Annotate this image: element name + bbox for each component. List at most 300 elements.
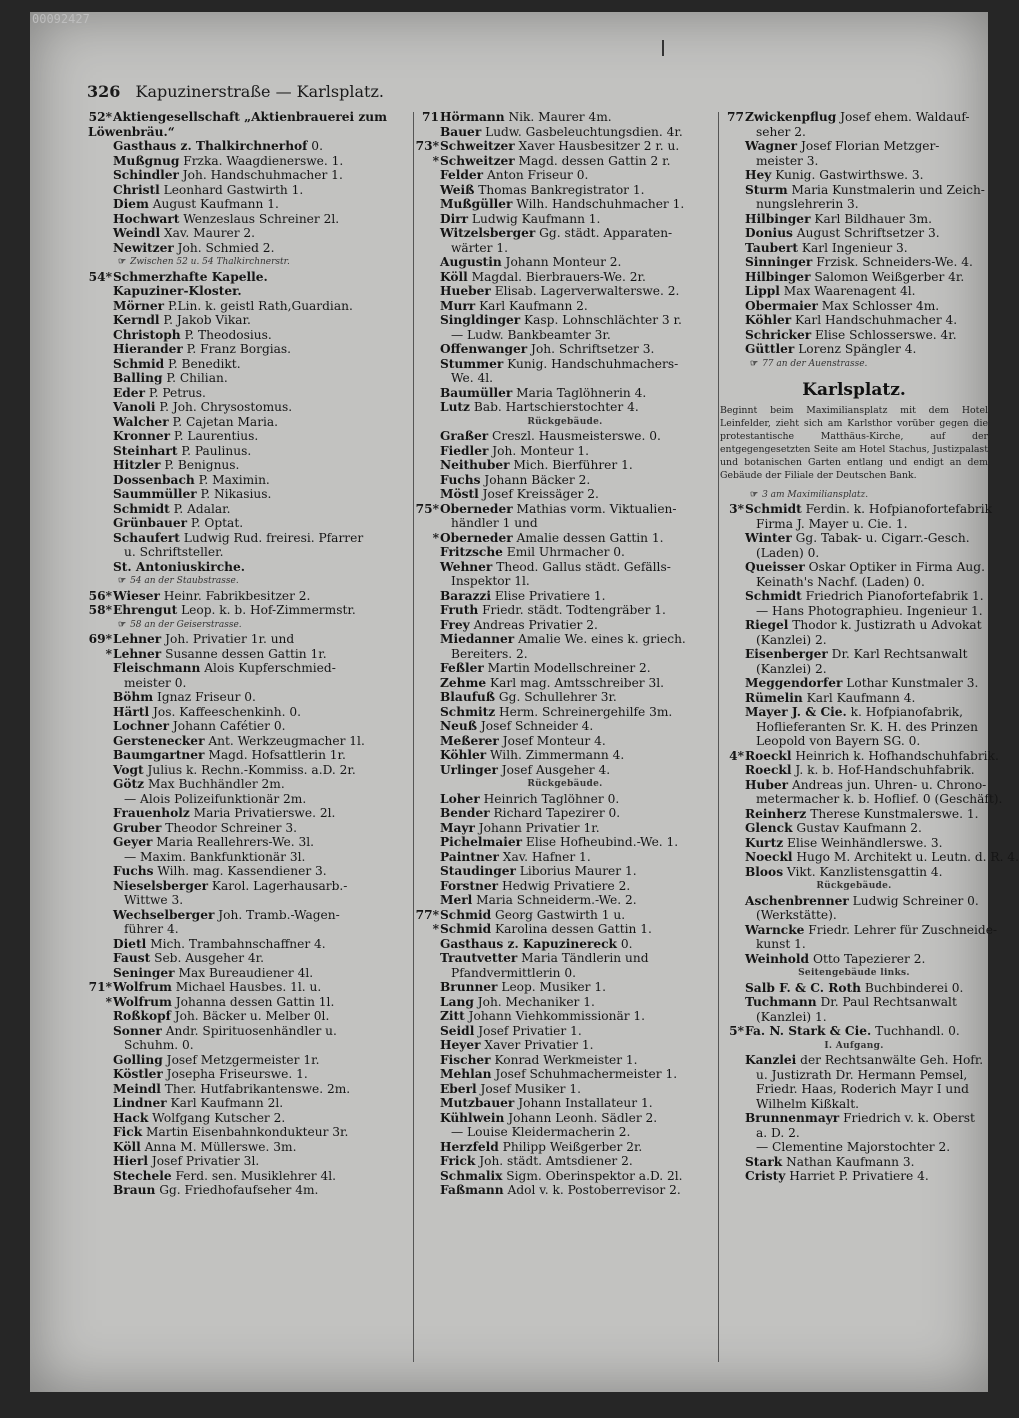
entry-details: Magd. dessen Gattin 2 r. — [514, 153, 671, 168]
entry-name: Köhler — [745, 313, 792, 327]
directory-entry — [415, 632, 715, 647]
directory-entry — [88, 661, 410, 676]
directory-entry — [88, 763, 410, 778]
directory-entry — [415, 386, 715, 401]
directory-entry — [88, 1111, 410, 1126]
directory-entry — [415, 763, 715, 778]
directory-entry — [720, 922, 998, 938]
entry-details: Gg. Tabak- u. Cigarr.-Gesch. — [791, 531, 970, 545]
entry-details: Liborius Maurer 1. — [515, 864, 637, 878]
entry-name: St. Antoniuskirche. — [113, 559, 245, 574]
entry-details: Bab. Hartschierstochter 4. — [469, 400, 639, 414]
entry-name: Schmidt — [745, 589, 802, 603]
entry-name: Sturm — [745, 182, 788, 197]
entry-details: P. Adalar. — [169, 501, 231, 516]
house-number: 77 — [727, 110, 744, 124]
directory-entry — [415, 255, 715, 270]
entry-details: Ferdin. k. Hofpianofortefabrik — [801, 502, 992, 516]
directory-entry — [88, 212, 410, 227]
entry-name: Köhler — [440, 748, 487, 762]
directory-entry — [720, 807, 988, 822]
entry-continuation: führer 4. — [124, 922, 179, 936]
entry-details: Josef Metzgermeister 1r. — [162, 1052, 320, 1067]
entry-continuation: — Hans Photographieu. Ingenieur 1. — [756, 603, 983, 618]
directory-entry — [88, 603, 410, 618]
house-number: 69* — [88, 632, 112, 646]
entry-details: Joh. städt. Amtsdiener 2. — [475, 1154, 633, 1168]
entry-name: Eder — [113, 385, 145, 400]
entry-name: Fruth — [440, 603, 479, 617]
entry-name: Hörmann — [440, 110, 505, 124]
directory-entry — [720, 255, 988, 270]
entry-details: Josef Kreissäger 2. — [478, 487, 599, 501]
entry-name: Kerndl — [113, 313, 160, 327]
directory-entry — [415, 792, 715, 807]
entry-name: Queisser — [745, 560, 805, 574]
entry-details: Ignaz Friseur 0. — [153, 690, 256, 704]
entry-details: Wolfgang Kutscher 2. — [148, 1110, 286, 1125]
entry-details: Joh. Schriftsetzer 3. — [527, 342, 655, 356]
entry-details: Anton Friseur 0. — [483, 168, 589, 182]
entry-name: Brunner — [440, 980, 498, 994]
entry-details: Theod. Gallus städt. Gefälls- — [492, 559, 671, 574]
entry-continuation: seher 2. — [756, 124, 806, 139]
entry-details: Kasp. Lohnschlächter 3 r. — [520, 313, 682, 327]
directory-entry — [88, 719, 410, 734]
entry-details: Andreas Privatier 2. — [469, 617, 598, 632]
directory-entry — [415, 1082, 715, 1097]
directory-entry — [415, 1024, 715, 1039]
entry-name: Schmid — [440, 907, 492, 922]
directory-entry — [88, 313, 410, 328]
directory-entry — [88, 502, 410, 517]
entry-name: Hitzler — [113, 458, 161, 472]
directory-entry — [720, 313, 988, 328]
directory-entry — [88, 560, 410, 575]
entry-name: Staudinger — [440, 864, 516, 878]
entry-name: Singldinger — [440, 313, 521, 327]
entry-details: Max Schlosser 4m. — [817, 298, 940, 313]
entry-name: Hueber — [440, 284, 491, 298]
entry-details: Konrad Werkmeister 1. — [490, 1052, 638, 1067]
entry-name: Feßler — [440, 661, 484, 675]
directory-entry — [88, 748, 410, 763]
entry-details: P. Petrus. — [145, 385, 206, 400]
entry-details: Alois Kupferschmied- — [200, 661, 336, 675]
entry-details: Josef Florian Metzger- — [797, 139, 940, 153]
directory-entry — [88, 226, 410, 241]
entry-name: Faßmann — [440, 1183, 504, 1197]
directory-entry — [88, 1125, 410, 1140]
directory-entry — [720, 705, 988, 720]
entry-details: Seb. Ausgeher 4r. — [150, 951, 265, 965]
entry-name: Baumüller — [440, 385, 513, 400]
entry-name: Schricker — [745, 327, 812, 342]
directory-entry — [720, 560, 988, 575]
entry-name: Kurtz — [745, 835, 784, 850]
directory-entry — [415, 429, 715, 444]
entry-name: Baumgartner — [113, 748, 205, 762]
directory-entry — [88, 444, 410, 459]
house-number: 52* — [88, 110, 112, 124]
directory-entry — [415, 139, 715, 154]
directory-entry — [415, 995, 715, 1010]
entry-details: Elise Weinhändlerswe. 3. — [783, 835, 943, 850]
entry-name: Cristy — [745, 1169, 786, 1183]
entry-details: Salomon Weißgerber 4r. — [810, 269, 965, 284]
directory-entry — [88, 197, 410, 212]
entry-details: Gustav Kaufmann 2. — [792, 821, 922, 835]
directory-entry — [88, 1067, 410, 1082]
pointing-hand-icon: ☞ — [750, 358, 759, 369]
entry-details: Xaver Privatier 1. — [480, 1038, 594, 1052]
entry-details: Gg. Schullehrer 3r. — [495, 690, 617, 704]
entry-details: Xaver Hausbesitzer 2 r. u. — [514, 139, 680, 153]
entry-details: Heinrich k. Hofhandschuhfabrik. — [791, 748, 999, 763]
directory-entry — [720, 1111, 988, 1126]
entry-name: Bender — [440, 806, 490, 820]
entry-name: Grünbauer — [113, 516, 188, 530]
directory-entry — [720, 328, 988, 343]
entry-name: Schmitz — [440, 704, 496, 719]
entry-details: Thodor k. Justizrath u Advokat — [788, 618, 982, 632]
directory-entry — [415, 183, 715, 198]
entry-name: Stechele — [113, 1168, 172, 1183]
directory-entry — [415, 560, 715, 575]
entry-continuation: kunst 1. — [756, 937, 806, 951]
entry-details: Joh. Monteur 1. — [488, 443, 590, 458]
column-rule — [413, 112, 414, 1362]
entry-details: Josef Ausgeher 4. — [497, 762, 611, 777]
directory-entry — [720, 691, 988, 706]
entry-name: Hilbinger — [745, 269, 811, 284]
pointing-hand-icon: ☞ — [750, 489, 759, 500]
entry-continuation: (Werkstätte). — [756, 908, 837, 922]
entry-continuation: u. Justizrath Dr. Hermann Pemsel, — [756, 1067, 968, 1082]
entry-details: Xav. Maurer 2. — [160, 226, 256, 240]
directory-entry — [720, 676, 988, 691]
entry-continuation: — Alois Polizeifunktionär 2m. — [124, 791, 307, 806]
street-heading: Karlsplatz. — [802, 380, 906, 400]
directory-entry — [88, 806, 410, 821]
directory-entry — [415, 603, 715, 618]
directory-entry — [415, 748, 715, 763]
entry-details: Lothar Kunstmaler 3. — [842, 676, 979, 690]
entry-details: P. Chilian. — [162, 371, 228, 385]
entry-details: 0. — [617, 936, 633, 951]
entry-details: Josef Privatier 1. — [474, 1023, 582, 1038]
entry-name: Roßkopf — [113, 1009, 171, 1023]
entry-details: Leonhard Gastwirth 1. — [159, 182, 304, 197]
directory-entry — [415, 980, 715, 995]
directory-entry — [720, 1053, 988, 1068]
directory-entry — [88, 966, 410, 981]
directory-entry — [88, 487, 410, 502]
directory-entry — [88, 473, 410, 488]
pointing-hand-icon: ☞ — [118, 576, 127, 586]
entry-name: Tuchmann — [745, 995, 817, 1009]
directory-entry — [88, 995, 410, 1010]
directory-entry — [720, 894, 988, 909]
entry-name: Seidl — [440, 1023, 475, 1038]
entry-name: Dietl — [113, 936, 147, 951]
directory-entry — [88, 154, 410, 169]
entry-continuation: — Louise Kleidermacherin 2. — [451, 1125, 631, 1139]
column-3 — [720, 110, 1019, 1184]
directory-entry — [415, 473, 715, 488]
entry-details: Johann Privatier 1r. — [474, 820, 600, 835]
directory-entry — [88, 516, 410, 531]
directory-entry — [415, 1169, 715, 1184]
entry-name: Güttler — [745, 342, 795, 356]
entry-name: Murr — [440, 298, 476, 313]
scan-id: 00092427 — [32, 12, 90, 26]
directory-entry — [415, 879, 715, 894]
entry-details: Max Buchhändler 2m. — [144, 777, 285, 791]
directory-entry — [415, 864, 715, 879]
entry-details: Gg. städt. Apparaten- — [535, 226, 673, 240]
entry-name: Schweitzer — [440, 153, 515, 168]
entry-details: Sigm. Oberinspektor a.D. 2l. — [502, 1168, 683, 1183]
entry-details: Magdal. Bierbrauers-We. 2r. — [467, 269, 646, 284]
directory-entry — [415, 719, 715, 734]
directory-entry — [720, 647, 988, 662]
directory-entry — [415, 661, 715, 676]
directory-entry — [415, 502, 715, 517]
directory-entry — [720, 836, 988, 851]
entry-details: Mathias vorm. Viktualien- — [512, 501, 677, 516]
house-number: 71* — [88, 980, 112, 994]
entry-continuation: (Kanzlei) 2. — [756, 632, 827, 647]
entry-details: Heinrich Taglöhner 0. — [479, 791, 620, 806]
directory-entry — [415, 821, 715, 836]
entry-details: Karl Ingenieur 3. — [798, 240, 908, 255]
entry-name: Frick — [440, 1154, 476, 1168]
entry-name: Offenwanger — [440, 342, 528, 356]
directory-entry — [720, 1024, 988, 1039]
entry-details: Maria Privatierswe. 2l. — [189, 806, 336, 820]
house-number: 71 — [422, 110, 439, 124]
directory-entry — [88, 458, 410, 473]
entry-name: Hilbinger — [745, 211, 811, 226]
directory-entry — [415, 951, 715, 966]
entry-details: Creszl. Hausmeisterswe. 0. — [488, 429, 661, 443]
entry-details: P. Nikasius. — [196, 487, 272, 501]
entry-details: Julius k. Rechn.-Kommiss. a.D. 2r. — [143, 762, 356, 777]
entry-details: Maria Taglöhnerin 4. — [512, 385, 647, 400]
directory-entry — [415, 705, 715, 720]
directory-entry — [415, 734, 715, 749]
entry-name: Wieser — [113, 588, 160, 603]
street-description: Beginnt beim Maximiliansplatz mit dem Hotel Leinfelder, zieht sich am Karlsthor vorüber gegen die protestantische Matthäus-Kirche, auf der entgegengesetzten Seite am Hotel Stachus, Justizpalast und botanischen Garten entlang und endigt an dem Gebäude der Filiale der Deutschen Bank. — [720, 404, 988, 481]
entry-details: Johann Leonh. Sädler 2. — [504, 1110, 658, 1125]
directory-entry — [88, 1009, 410, 1024]
entry-details: Nik. Maurer 4m. — [504, 110, 612, 124]
entry-details: Michael Hausbes. 1l. u. — [171, 980, 322, 994]
entry-details: Friedrich Pianofortefabrik 1. — [801, 589, 984, 603]
directory-entry — [88, 139, 410, 154]
directory-entry — [88, 1096, 410, 1111]
entry-details: Frzisk. Schneiders-We. 4. — [812, 255, 973, 269]
directory-entry — [720, 850, 1019, 865]
entry-continuation: (Kanzlei) 2. — [756, 661, 827, 676]
entry-details: Andreas jun. Uhren- u. Chrono- — [788, 777, 987, 792]
entry-details: Magd. Hofsattlerin 1r. — [204, 748, 346, 762]
entry-details: Ant. Werkzeugmacher 1l. — [204, 733, 365, 748]
entry-details: Karl Kaufmann 4. — [802, 690, 916, 705]
entry-name: Augustin — [440, 255, 502, 269]
entry-details: P. Jakob Vikar. — [159, 313, 251, 327]
entry-name: Warncke — [745, 922, 805, 937]
entry-name: Schmid — [440, 922, 492, 936]
entry-details: 0. — [307, 139, 323, 153]
directory-entry — [88, 400, 410, 415]
directory-entry — [415, 212, 715, 227]
entry-details: J. k. b. Hof-Handschuhfabrik. — [791, 763, 975, 777]
entry-name: Weiß — [440, 182, 475, 197]
directory-entry — [88, 1082, 410, 1097]
directory-entry — [88, 864, 410, 879]
directory-entry — [88, 1154, 410, 1169]
entry-name: Fischer — [440, 1052, 491, 1067]
directory-entry — [720, 763, 988, 778]
entry-details: Joh. Bäcker u. Melber 0l. — [170, 1009, 330, 1023]
directory-entry — [720, 212, 988, 227]
entry-details: Ludwig Kaufmann 1. — [468, 211, 601, 226]
directory-entry — [720, 270, 988, 285]
entry-name: Golling — [113, 1052, 163, 1067]
entry-details: P.Lin. k. geistl Rath,Guardian. — [164, 298, 353, 313]
entry-details: Wenzeslaus Schreiner 2l. — [179, 211, 340, 226]
directory-entry — [415, 1154, 715, 1169]
building-subheading: Seitengebäude links. — [798, 968, 910, 978]
directory-entry — [415, 154, 715, 169]
directory-entry — [88, 821, 410, 836]
directory-entry — [720, 531, 988, 546]
entry-details: Joh. Mechaniker 1. — [473, 994, 595, 1009]
entry-name: Schindler — [113, 168, 179, 182]
entry-continuation: Keinath's Nachf. (Laden) 0. — [756, 574, 925, 589]
entry-details: Josef Privatier 3l. — [147, 1154, 260, 1168]
entry-details: Harriet P. Privatiere 4. — [785, 1169, 929, 1183]
house-number: * — [432, 153, 439, 168]
cross-street-note — [720, 357, 988, 372]
entry-continuation: Friedr. Haas, Roderich Mayr I und — [756, 1082, 969, 1096]
entry-details: Amalie dessen Gattin 1. — [512, 530, 664, 545]
entry-name: Miedanner — [440, 632, 515, 646]
directory-entry — [88, 1140, 410, 1155]
directory-entry — [720, 139, 988, 154]
house-number: * — [432, 530, 439, 545]
entry-name: Vanoli — [113, 400, 156, 414]
entry-name: Donius — [745, 226, 793, 240]
entry-details: Otto Tapezierer 2. — [809, 951, 926, 966]
entry-name: Schmid — [113, 356, 165, 371]
entry-details: Xav. Hafner 1. — [498, 849, 591, 864]
entry-name: Schaufert — [113, 530, 180, 545]
entry-name: Paintner — [440, 849, 499, 864]
note-text: 3 am Maximiliansplatz. — [762, 489, 869, 500]
entry-details: Ferd. sen. Musiklehrer 4l. — [171, 1168, 337, 1183]
entry-details: Hedwig Privatiere 2. — [498, 878, 631, 893]
entry-name: Köll — [440, 269, 468, 284]
entry-name: Frauenholz — [113, 806, 190, 820]
entry-details: Philipp Weißgerber 2r. — [498, 1139, 643, 1154]
entry-details: k. Hofpianofabrik, — [846, 705, 963, 719]
directory-entry — [88, 328, 410, 343]
directory-entry — [720, 865, 988, 880]
entry-details: Josef ehem. Waldauf- — [836, 110, 970, 124]
entry-continuation: (Laden) 0. — [756, 545, 820, 560]
directory-entry — [415, 197, 715, 212]
entry-details: Kunig. Handschuhmachers- — [503, 356, 679, 371]
entry-name: Loher — [440, 791, 480, 806]
entry-name: Wolfrum — [113, 994, 172, 1009]
entry-details: Ludwig Schreiner 0. — [848, 893, 979, 908]
entry-details: P. Maximin. — [194, 472, 270, 487]
entry-name: Felder — [440, 168, 484, 182]
entry-details: Amalie We. eines k. griech. — [514, 632, 686, 646]
entry-continuation: metermacher k. b. Hoflief. 0 (Geschäft). — [756, 792, 1003, 806]
directory-entry — [415, 893, 715, 908]
entry-name: Dossenbach — [113, 472, 195, 487]
entry-details: Ludw. Gasbeleuchtungsdien. 4r. — [481, 124, 683, 139]
entry-name: Riegel — [745, 618, 789, 632]
entry-name: Dirr — [440, 211, 469, 226]
entry-name: Mutzbauer — [440, 1096, 515, 1110]
entry-name: Weinhold — [745, 951, 810, 966]
entry-details: P. Benedikt. — [164, 356, 241, 371]
directory-entry — [88, 386, 410, 401]
entry-name: Saummüller — [113, 487, 197, 501]
entry-continuation: — Ludw. Bankbeamter 3r. — [451, 327, 611, 342]
directory-entry — [720, 589, 988, 604]
directory-entry — [415, 270, 715, 285]
entry-details: Johanna dessen Gattin 1l. — [171, 994, 335, 1009]
note-text: 58 an der Geiserstrasse. — [130, 619, 242, 630]
entry-name: Eberl — [440, 1081, 477, 1096]
directory-entry — [415, 444, 715, 459]
entry-name: Aschenbrenner — [745, 893, 849, 908]
directory-entry — [415, 1067, 715, 1082]
entry-name: Fa. N. Stark & Cie. — [745, 1024, 872, 1038]
entry-name: Meßerer — [440, 733, 499, 748]
directory-entry — [720, 183, 988, 198]
entry-name: Wehner — [440, 559, 493, 574]
entry-details: Adol v. k. Postoberrevisor 2. — [503, 1183, 681, 1197]
entry-name: Fuchs — [440, 472, 481, 487]
building-subheading: Rückgebäude. — [816, 881, 892, 891]
directory-entry — [415, 226, 715, 241]
note-text: 77 an der Auenstrasse. — [762, 358, 868, 369]
directory-entry — [88, 429, 410, 444]
directory-entry — [415, 1038, 715, 1053]
entry-details: P. Paulinus. — [177, 443, 252, 458]
entry-details: Martin Eisenbahnkondukteur 3r. — [142, 1125, 349, 1139]
entry-details: Hugo M. Architekt u. Leutn. d. R. 4. — [792, 850, 1019, 864]
entry-details: Dr. Paul Rechtsanwalt — [816, 995, 957, 1009]
entry-details: Josef Schuhmachermeister 1. — [491, 1067, 678, 1081]
entry-name: Faust — [113, 951, 151, 965]
entry-name: Kapuziner-Kloster. — [113, 284, 242, 298]
directory-entry — [720, 748, 999, 764]
entry-continuation: a. D. 2. — [756, 1125, 800, 1140]
entry-name: Härtl — [113, 704, 150, 719]
directory-entry — [88, 168, 410, 183]
entry-details: P. Laurentius. — [170, 429, 259, 443]
entry-name: Salb F. & C. Roth — [745, 980, 861, 995]
entry-details: Buchbinderei 0. — [860, 980, 964, 995]
